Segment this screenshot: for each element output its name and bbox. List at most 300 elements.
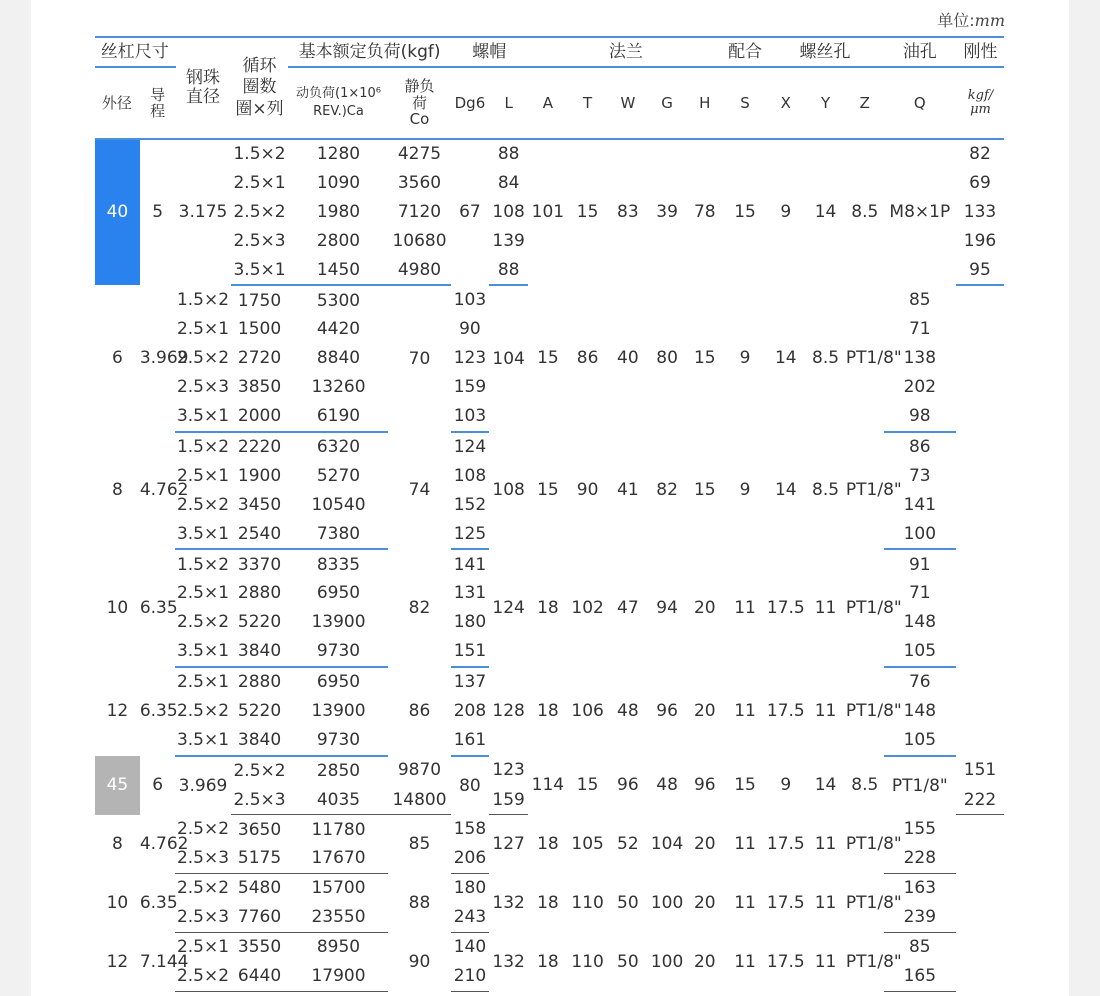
- y-cell: 17.5: [766, 701, 805, 722]
- dg6-cell: 67: [459, 202, 481, 223]
- static-load-cell: 4275: [397, 144, 442, 165]
- s-cell: 15: [693, 480, 716, 501]
- dynamic-load-cell: 2220: [237, 437, 282, 457]
- table-header: [95, 37, 1004, 139]
- circuits-cell: 3.5×1: [175, 637, 230, 667]
- a-cell: 128: [492, 701, 525, 722]
- nut-length-cell: 180: [453, 612, 487, 633]
- table-row: [95, 285, 1004, 315]
- dg6-cell: 80: [459, 775, 481, 796]
- circuits-cell: 2.5×2: [176, 819, 230, 840]
- a-cell: 127: [492, 834, 525, 855]
- h-cell: 82: [656, 480, 678, 501]
- static-load-cell: 3560: [397, 172, 442, 193]
- w-cell: 110: [571, 892, 604, 913]
- nut-length-cell: 141: [453, 554, 487, 575]
- lead-block: [95, 139, 1004, 285]
- circuits-cell: 1.5×2: [233, 144, 286, 165]
- static-load-cell: 14800: [388, 786, 450, 815]
- z-cell: 11: [814, 701, 837, 722]
- header-dg6: Dg6: [451, 67, 490, 139]
- q-cell: PT1/8": [845, 834, 902, 855]
- static-load-cell: 7380: [289, 520, 389, 550]
- rigidity-cell: 196: [963, 230, 997, 251]
- nut-length-cell: 206: [451, 844, 490, 873]
- rigidity-cell: 155: [903, 819, 937, 840]
- header-y: Y: [805, 67, 846, 139]
- nut-length-cell: 90: [459, 319, 481, 340]
- g-cell: 48: [656, 775, 678, 795]
- dynamic-load-cell: 1090: [316, 172, 361, 193]
- static-load-cell: 10680: [392, 230, 447, 251]
- circuits-cell: 1.5×2: [176, 437, 230, 457]
- t-cell: 15: [576, 202, 599, 223]
- circuits-cell: 2.5×3: [233, 230, 286, 251]
- s-cell: 15: [693, 348, 716, 369]
- lead-cell: 8: [112, 834, 123, 855]
- table-row: [95, 756, 1004, 786]
- outer-diameter-cell: 45: [95, 756, 140, 815]
- ball-diameter-cell: 4.762: [139, 834, 189, 855]
- q-cell: PT1/8": [845, 892, 902, 913]
- s-cell: 20: [693, 834, 716, 855]
- a-cell: 132: [492, 892, 525, 913]
- circuits-cell: 2.5×3: [175, 844, 230, 873]
- h-cell: 104: [650, 834, 684, 855]
- static-load-cell: 4980: [388, 256, 450, 286]
- lead-block: [95, 874, 1004, 933]
- lead-block: [95, 756, 1004, 815]
- static-load-cell: 8840: [316, 348, 361, 369]
- ball-diameter-cell: 4.762: [139, 480, 189, 501]
- a-cell: 104: [492, 348, 525, 369]
- q-cell: PT1/8": [845, 701, 902, 722]
- rigidity-cell: 202: [903, 377, 937, 398]
- header-circuits: 循环圈数圈×列: [231, 37, 289, 139]
- rigidity-cell: 105: [884, 637, 956, 667]
- lead-cell: 8: [112, 480, 123, 501]
- rigidity-cell: 141: [903, 494, 937, 515]
- rigidity-cell: 82: [969, 144, 991, 165]
- nut-length-cell: 210: [451, 962, 490, 991]
- q-cell: PT1/8": [845, 348, 902, 369]
- nut-length-cell: 88: [489, 256, 528, 286]
- dynamic-load-cell: 2850: [316, 760, 361, 781]
- y-cell: 14: [774, 480, 797, 501]
- dynamic-load-cell: 2540: [231, 520, 289, 550]
- header-rigidity-unit: kgf/μm: [956, 67, 1004, 139]
- ball-screw-spec-table: [95, 36, 1004, 992]
- dg6-cell: 74: [408, 480, 431, 501]
- rigidity-cell: 151: [963, 760, 997, 781]
- nut-length-cell: 108: [492, 201, 525, 222]
- dg6-cell: 85: [408, 834, 431, 855]
- header-static-load: 静负荷Co: [388, 67, 450, 139]
- rigidity-cell: 163: [903, 878, 937, 899]
- y-cell: 14: [814, 775, 837, 795]
- dynamic-load-cell: 2720: [237, 348, 282, 369]
- rigidity-cell: 85: [908, 937, 931, 958]
- circuits-cell: 2.5×1: [233, 172, 286, 193]
- nut-length-cell: 140: [453, 937, 487, 958]
- nut-length-cell: 152: [453, 494, 487, 515]
- g-cell: 52: [617, 834, 639, 855]
- w-cell: 96: [617, 775, 639, 795]
- nut-length-cell: 158: [453, 819, 487, 840]
- dynamic-load-cell: 5220: [237, 612, 282, 633]
- table-row: [95, 549, 1004, 579]
- table-row: [95, 432, 1004, 462]
- table-row: [95, 667, 1004, 697]
- dynamic-load-cell: 4035: [289, 786, 389, 815]
- header-z: Z: [846, 67, 884, 139]
- circuits-cell: 3.5×1: [175, 520, 230, 550]
- t-cell: 15: [537, 348, 559, 369]
- s-cell: 15: [734, 202, 756, 223]
- header-a: A: [528, 67, 568, 139]
- lead-cell: 6: [112, 348, 123, 369]
- dynamic-load-cell: 5220: [237, 701, 282, 722]
- lead-block: [95, 815, 1004, 874]
- rigidity-cell: 95: [956, 256, 1004, 286]
- y-cell: 17.5: [766, 951, 805, 972]
- header-ball-screw-size: 丝杠尺寸: [95, 37, 175, 67]
- s-cell: 20: [693, 701, 716, 722]
- w-cell: 83: [617, 202, 639, 223]
- static-load-cell: 6190: [289, 402, 389, 432]
- z-cell: 11: [814, 834, 837, 855]
- dynamic-load-cell: 1980: [316, 201, 361, 222]
- header-outer-diameter: 外径: [95, 67, 140, 139]
- s-cell: 20: [693, 597, 716, 618]
- t-cell: 18: [537, 892, 559, 913]
- circuits-cell: 1.5×2: [176, 290, 230, 311]
- nut-length-cell: 124: [453, 437, 487, 457]
- g-cell: 48: [617, 701, 639, 722]
- x-cell: 9: [780, 202, 792, 223]
- circuits-cell: 2.5×1: [176, 583, 230, 604]
- nut-length-cell: 123: [492, 760, 525, 781]
- table-row: [95, 139, 1004, 169]
- dynamic-load-cell: 3840: [231, 726, 289, 756]
- z-cell: 11: [814, 597, 837, 618]
- static-load-cell: 9730: [289, 637, 389, 667]
- w-cell: 106: [571, 701, 604, 722]
- dynamic-load-cell: 2800: [316, 230, 361, 251]
- y-cell: 14: [774, 348, 797, 369]
- dg6-cell: 82: [408, 597, 431, 618]
- nut-length-cell: 108: [453, 465, 487, 486]
- header-oil-hole: 油孔: [884, 37, 956, 67]
- lead-block: [95, 933, 1004, 992]
- dynamic-load-cell: 3650: [237, 819, 282, 840]
- dynamic-load-cell: 3840: [231, 637, 289, 667]
- header-h: H: [686, 67, 724, 139]
- static-load-cell: 9730: [289, 726, 389, 756]
- table-row: [95, 815, 1004, 844]
- circuits-cell: 2.5×2: [176, 701, 230, 722]
- g-cell: 50: [617, 951, 639, 972]
- static-load-cell: 8950: [316, 937, 361, 958]
- circuits-cell: 3.5×1: [175, 726, 230, 756]
- q-cell: PT1/8": [891, 775, 948, 796]
- header-nut: 螺帽: [451, 37, 528, 67]
- x-cell: 11: [734, 701, 756, 722]
- s-cell: 20: [693, 951, 716, 972]
- circuits-cell: 2.5×1: [176, 465, 230, 486]
- y-cell: 17.5: [766, 892, 805, 913]
- dynamic-load-cell: 6440: [231, 962, 289, 991]
- static-load-cell: 10540: [311, 494, 366, 515]
- w-cell: 110: [571, 951, 604, 972]
- lead-cell: 5: [152, 202, 164, 223]
- circuits-cell: 2.5×2: [233, 760, 286, 781]
- rigidity-cell: 91: [908, 554, 931, 575]
- y-cell: 17.5: [766, 597, 805, 618]
- circuits-cell: 3.5×1: [231, 256, 289, 286]
- rigidity-cell: 133: [963, 201, 997, 222]
- header-q: Q: [884, 67, 956, 139]
- s-cell: 15: [734, 775, 756, 795]
- rigidity-cell: 71: [908, 583, 931, 604]
- table-row: [95, 874, 1004, 903]
- dynamic-load-cell: 3370: [237, 554, 282, 575]
- g-cell: 40: [617, 348, 639, 369]
- a-cell: 124: [492, 597, 525, 618]
- s-cell: 20: [693, 892, 716, 913]
- rigidity-cell: 76: [908, 672, 931, 693]
- x-cell: 9: [739, 348, 751, 369]
- h-cell: 96: [693, 775, 716, 795]
- nut-length-cell: 208: [453, 701, 487, 722]
- header-fit: 配合: [724, 37, 767, 67]
- dynamic-load-cell: 2880: [237, 583, 282, 604]
- h-cell: 96: [656, 701, 678, 722]
- spec-sheet: [31, 0, 1069, 996]
- rigidity-cell: 138: [903, 348, 937, 369]
- rigidity-cell: 239: [884, 903, 956, 932]
- rigidity-cell: 69: [969, 172, 991, 193]
- lead-block: [95, 285, 1004, 431]
- static-load-cell: 13900: [311, 612, 366, 633]
- nut-length-cell: 139: [492, 230, 525, 251]
- ball-diameter-cell: 6.35: [139, 892, 178, 913]
- ball-diameter-cell: 6.35: [139, 701, 178, 722]
- static-load-cell: 11780: [311, 819, 366, 840]
- z-cell: 11: [814, 951, 837, 972]
- lead-cell: 10: [106, 597, 129, 618]
- header-load-rating: 基本额定负荷(kgf): [289, 37, 451, 67]
- dynamic-load-cell: 5480: [237, 878, 282, 899]
- z-cell: 8.5: [812, 348, 840, 369]
- static-load-cell: 8335: [316, 554, 361, 575]
- dg6-cell: 88: [408, 892, 431, 913]
- a-cell: 132: [492, 951, 525, 972]
- h-cell: 100: [650, 892, 684, 913]
- dynamic-load-cell: 3450: [237, 494, 282, 515]
- nut-length-cell: 159: [489, 786, 528, 815]
- circuits-cell: 2.5×2: [233, 201, 286, 222]
- y-cell: 14: [814, 202, 837, 223]
- header-s: S: [724, 67, 767, 139]
- nut-length-cell: 161: [451, 726, 490, 756]
- static-load-cell: 23550: [289, 903, 389, 932]
- lead-cell: 12: [106, 701, 129, 722]
- circuits-cell: 2.5×2: [175, 962, 230, 991]
- rigidity-cell: 148: [903, 612, 937, 633]
- ball-diameter-cell: 3.969: [178, 775, 228, 796]
- header-x: X: [766, 67, 805, 139]
- static-load-cell: 6320: [316, 437, 361, 457]
- w-cell: 102: [571, 597, 604, 618]
- z-cell: 8.5: [812, 480, 840, 501]
- header-dynamic-load: 动负荷(1×10⁶ REV.)Ca: [289, 67, 389, 139]
- header-ball-diameter: 钢珠直径: [175, 37, 230, 139]
- unit-label: 单位:mm: [937, 11, 1005, 30]
- static-load-cell: 9870: [397, 760, 442, 781]
- dg6-cell: 86: [408, 701, 431, 722]
- circuits-cell: 3.5×1: [175, 402, 230, 432]
- circuits-cell: 2.5×2: [176, 612, 230, 633]
- g-cell: 50: [617, 892, 639, 913]
- header-lead: 导程: [140, 67, 176, 139]
- lead-block: [95, 432, 1004, 550]
- lead-block: [95, 667, 1004, 756]
- a-cell: 114: [531, 775, 565, 795]
- rigidity-cell: 73: [908, 465, 931, 486]
- header-flange: 法兰: [528, 37, 724, 67]
- lead-cell: 10: [106, 892, 129, 913]
- t-cell: 18: [537, 951, 559, 972]
- h-cell: 78: [693, 202, 716, 223]
- g-cell: 47: [617, 597, 639, 618]
- static-load-cell: 5270: [316, 465, 361, 486]
- dynamic-load-cell: 1500: [237, 319, 282, 340]
- circuits-cell: 2.5×3: [175, 903, 230, 932]
- x-cell: 9: [780, 775, 792, 795]
- circuits-cell: 1.5×2: [176, 554, 230, 575]
- dynamic-load-cell: 3850: [237, 377, 282, 398]
- circuits-cell: 2.5×2: [176, 348, 230, 369]
- t-cell: 18: [537, 701, 559, 722]
- dynamic-load-cell: 2000: [231, 402, 289, 432]
- nut-length-cell: 84: [497, 172, 520, 193]
- dynamic-load-cell: 1750: [237, 290, 282, 311]
- circuits-cell: 2.5×2: [176, 494, 230, 515]
- static-load-cell: 15700: [311, 878, 366, 899]
- rigidity-cell: 148: [903, 701, 937, 722]
- x-cell: 11: [734, 834, 756, 855]
- header-w: W: [607, 67, 648, 139]
- w-cell: 86: [576, 348, 599, 369]
- a-cell: 108: [492, 480, 525, 501]
- static-load-cell: 13900: [311, 701, 366, 722]
- static-load-cell: 17900: [289, 962, 389, 991]
- rigidity-cell: 98: [884, 402, 956, 432]
- h-cell: 80: [656, 348, 678, 369]
- circuits-cell: 2.5×1: [176, 937, 230, 958]
- ball-diameter-cell: 6.35: [139, 597, 178, 618]
- header-t: T: [568, 67, 608, 139]
- nut-length-cell: 151: [451, 637, 490, 667]
- static-load-cell: 6950: [316, 583, 361, 604]
- t-cell: 18: [537, 597, 559, 618]
- z-cell: 8.5: [851, 202, 879, 223]
- w-cell: 90: [576, 480, 599, 501]
- g-cell: 41: [617, 480, 639, 501]
- h-cell: 100: [650, 951, 684, 972]
- rigidity-cell: 222: [956, 786, 1004, 815]
- x-cell: 11: [734, 951, 756, 972]
- nut-length-cell: 137: [453, 672, 487, 693]
- rigidity-cell: 85: [908, 290, 931, 311]
- header-bolt-hole: 螺丝孔: [766, 37, 883, 67]
- g-cell: 39: [656, 202, 678, 223]
- q-cell: PT1/8": [845, 951, 902, 972]
- x-cell: 9: [739, 480, 751, 501]
- static-load-cell: 6950: [316, 672, 361, 693]
- rigidity-cell: 228: [884, 844, 956, 873]
- x-cell: 11: [734, 597, 756, 618]
- t-cell: 15: [576, 775, 599, 795]
- header-rigidity: 刚性: [956, 37, 1004, 67]
- nut-length-cell: 243: [451, 903, 490, 932]
- circuits-cell: 2.5×1: [176, 672, 230, 693]
- circuits-cell: 2.5×3: [231, 786, 289, 815]
- table-row: [95, 933, 1004, 962]
- rigidity-cell: 165: [884, 962, 956, 991]
- static-load-cell: 5300: [316, 290, 361, 311]
- static-load-cell: 7120: [397, 201, 442, 222]
- nut-length-cell: 88: [497, 144, 520, 165]
- rigidity-cell: 105: [884, 726, 956, 756]
- y-cell: 17.5: [766, 834, 805, 855]
- circuits-cell: 2.5×2: [176, 878, 230, 899]
- static-load-cell: 17670: [289, 844, 389, 873]
- dynamic-load-cell: 1900: [237, 465, 282, 486]
- dg6-cell: 90: [408, 951, 431, 972]
- lead-block: [95, 549, 1004, 667]
- t-cell: 15: [537, 480, 559, 501]
- dg6-cell: 70: [408, 348, 431, 369]
- t-cell: 18: [537, 834, 559, 855]
- lead-cell: 12: [106, 951, 129, 972]
- a-cell: 101: [531, 202, 565, 223]
- nut-length-cell: 125: [451, 520, 490, 550]
- z-cell: 8.5: [851, 775, 879, 795]
- dynamic-load-cell: 5175: [231, 844, 289, 873]
- rigidity-cell: 100: [884, 520, 956, 550]
- circuits-cell: 2.5×1: [176, 319, 230, 340]
- rigidity-cell: 71: [908, 319, 931, 340]
- q-cell: PT1/8": [845, 597, 902, 618]
- header-g: G: [648, 67, 686, 139]
- q-cell: M8×1P: [889, 202, 951, 223]
- rigidity-cell: 86: [908, 437, 931, 457]
- nut-length-cell: 103: [451, 402, 490, 432]
- h-cell: 94: [656, 597, 678, 618]
- nut-length-cell: 103: [453, 290, 487, 311]
- dynamic-load-cell: 7760: [231, 903, 289, 932]
- static-load-cell: 4420: [316, 319, 361, 340]
- dynamic-load-cell: 3550: [237, 937, 282, 958]
- outer-diameter-cell: 40: [95, 139, 140, 285]
- nut-length-cell: 123: [453, 348, 487, 369]
- lead-cell: 6: [152, 775, 164, 795]
- ball-diameter-cell: 3.969: [139, 348, 189, 369]
- nut-length-cell: 159: [453, 377, 487, 398]
- x-cell: 11: [734, 892, 756, 913]
